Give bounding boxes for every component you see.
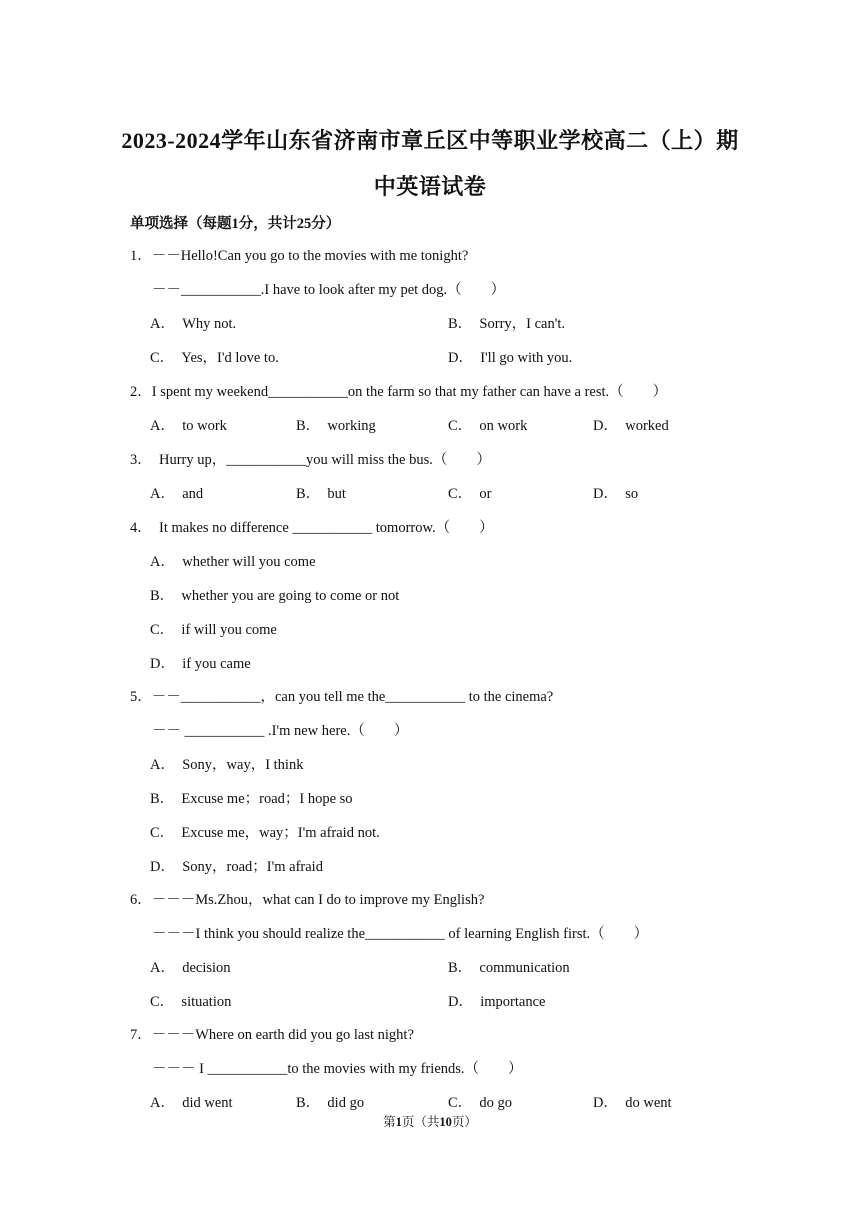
q7-option-c[interactable]: C． do go (448, 1095, 513, 1111)
q5-option-d[interactable]: D． Sony，road；I'm afraid (150, 859, 323, 875)
q1-stem-2: －－___________.I have to look after my pet dog.（ ） (152, 282, 506, 298)
q5-option-a[interactable]: A． Sony，way，I think (150, 757, 304, 773)
q7-option-a[interactable]: A． did went (150, 1095, 233, 1111)
footer-prefix: 第 (383, 1115, 396, 1129)
q1-stem: 1．－－Hello!Can you go to the movies with me tonight? (130, 248, 469, 264)
q1-option-b[interactable]: B． Sorry，I can't. (448, 316, 565, 332)
footer-total-pages: 10 (439, 1115, 452, 1129)
q1-option-a[interactable]: A． Why not. (150, 316, 237, 332)
q5-stem-2: －－ ___________ .I'm new here.（ ） (152, 723, 409, 739)
q5-option-b[interactable]: B． Excuse me；road；I hope so (150, 791, 353, 807)
footer-middle: 页（共 (401, 1115, 440, 1129)
q5-option-c[interactable]: C． Excuse me，way；I'm afraid not. (150, 825, 380, 841)
q7-option-b[interactable]: B． did go (296, 1095, 365, 1111)
footer-page-number: 1 (395, 1115, 402, 1129)
page-title-line-1: 2023-2024学年山东省济南市章丘区中等职业学校高二（上）期 (121, 128, 739, 153)
section-heading: 单项选择（每题1分，共计25分） (130, 216, 341, 232)
q3-stem: 3． Hurry up，___________you will miss the bus.（ ） (130, 452, 491, 468)
q3-option-a[interactable]: A． and (150, 486, 204, 502)
q7-option-d[interactable]: D． do went (593, 1095, 672, 1111)
q7-stem-2: －－－ I ___________to the movies with my friends.（ ） (152, 1061, 523, 1077)
q2-option-d[interactable]: D． worked (593, 418, 669, 434)
q6-stem: 6．－－－Ms.Zhou，what can I do to improve my English? (130, 892, 485, 908)
q1-option-d[interactable]: D． I'll go with you. (448, 350, 573, 366)
q6-option-a[interactable]: A． decision (150, 960, 231, 976)
q6-stem-2: －－－I think you should realize the___________ of learning English first.（ ） (152, 926, 649, 942)
q4-option-a[interactable]: A． whether will you come (150, 554, 316, 570)
q6-option-d[interactable]: D． importance (448, 994, 546, 1010)
q2-option-a[interactable]: A． to work (150, 418, 227, 434)
q5-stem: 5．－－___________，can you tell me the___________ to the cinema? (130, 689, 554, 705)
q3-option-b[interactable]: B． but (296, 486, 346, 502)
q2-stem: 2．I spent my weekend___________on the farm so that my father can have a rest.（ ） (130, 384, 668, 400)
page-title-line-2: 中英语试卷 (373, 174, 487, 199)
q3-option-c[interactable]: C． or (448, 486, 492, 502)
q1-option-c[interactable]: C． Yes，I'd love to. (150, 350, 279, 366)
q2-option-c[interactable]: C． on work (448, 418, 528, 434)
q2-option-b[interactable]: B． working (296, 418, 376, 434)
page-footer (0, 1112, 860, 1130)
q7-stem: 7．－－－Where on earth did you go last night? (130, 1027, 414, 1043)
q3-option-d[interactable]: D． so (593, 486, 639, 502)
q4-option-c[interactable]: C． if will you come (150, 622, 277, 638)
q6-option-c[interactable]: C． situation (150, 994, 232, 1010)
q4-option-b[interactable]: B． whether you are going to come or not (150, 588, 400, 604)
q6-option-b[interactable]: B． communication (448, 960, 570, 976)
footer-suffix: 页） (451, 1115, 477, 1129)
q4-option-d[interactable]: D． if you came (150, 656, 251, 672)
q4-stem: 4． It makes no difference ___________ tomorrow.（ ） (130, 520, 494, 536)
